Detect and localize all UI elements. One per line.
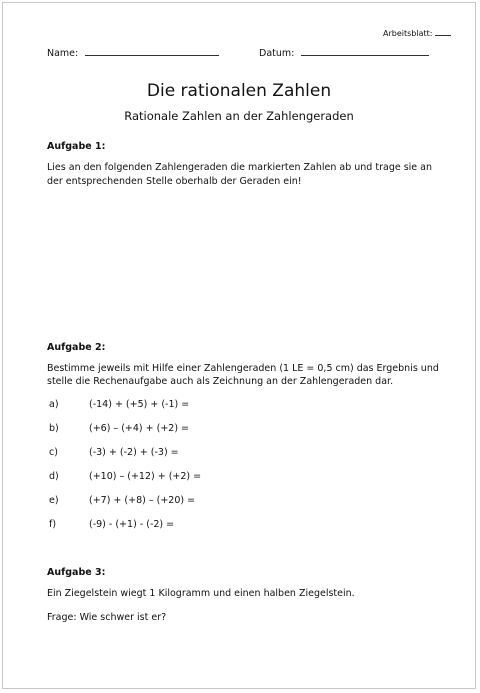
exercise-expression: (+7) + (+8) – (+20) = bbox=[89, 495, 196, 506]
exercise-expression: (-3) + (-2) + (-3) = bbox=[89, 447, 179, 458]
arbeitsblatt-field bbox=[383, 27, 451, 38]
exercise-expression: (-9) - (+1) - (-2) = bbox=[89, 519, 175, 530]
aufgabe1-text-line1: Lies an den folgenden Zahlengeraden die markierten Zahlen ab und trage sie an bbox=[47, 162, 433, 173]
aufgabe3-question: Frage: Wie schwer ist er? bbox=[47, 612, 167, 623]
page-title: Die rationalen Zahlen bbox=[146, 81, 332, 101]
exercise-letter: f) bbox=[49, 519, 57, 530]
exercise-expression: (+10) – (+12) + (+2) = bbox=[89, 471, 202, 482]
exercise-letter: d) bbox=[49, 471, 59, 482]
worksheet-page bbox=[2, 2, 476, 689]
aufgabe3-text: Ein Ziegelstein wiegt 1 Kilogramm und einen halben Ziegelstein. bbox=[47, 588, 355, 599]
exercise-letter: a) bbox=[49, 399, 59, 410]
name-field bbox=[47, 45, 219, 61]
name-label: Name: bbox=[47, 48, 79, 59]
aufgabe3-heading: Aufgabe 3: bbox=[47, 567, 106, 578]
datum-field bbox=[259, 45, 429, 61]
aufgabe1-heading: Aufgabe 1: bbox=[47, 141, 106, 152]
aufgabe2-text-line2: stelle die Rechenaufgabe auch als Zeichnung an der Zahlengeraden dar. bbox=[47, 376, 394, 387]
exercise-letter: e) bbox=[49, 495, 59, 506]
arbeitsblatt-blank[interactable] bbox=[435, 27, 451, 36]
aufgabe2-text-line1: Bestimme jeweils mit Hilfe einer Zahlengeraden (1 LE = 0,5 cm) das Ergebnis und bbox=[47, 363, 439, 374]
arbeitsblatt-label: Arbeitsblatt: bbox=[383, 29, 433, 38]
name-blank[interactable] bbox=[85, 45, 219, 56]
page-subtitle: Rationale Zahlen an der Zahlengeraden bbox=[124, 109, 354, 123]
exercise-letter: b) bbox=[49, 423, 59, 434]
aufgabe1-text-line2: der entsprechenden Stelle oberhalb der Geraden ein! bbox=[47, 176, 302, 187]
datum-blank[interactable] bbox=[301, 45, 429, 56]
exercise-letter: c) bbox=[49, 447, 58, 458]
aufgabe2-heading: Aufgabe 2: bbox=[47, 342, 106, 353]
datum-label: Datum: bbox=[259, 48, 295, 59]
exercise-expression: (+6) – (+4) + (+2) = bbox=[89, 423, 190, 434]
exercise-expression: (-14) + (+5) + (-1) = bbox=[89, 399, 190, 410]
